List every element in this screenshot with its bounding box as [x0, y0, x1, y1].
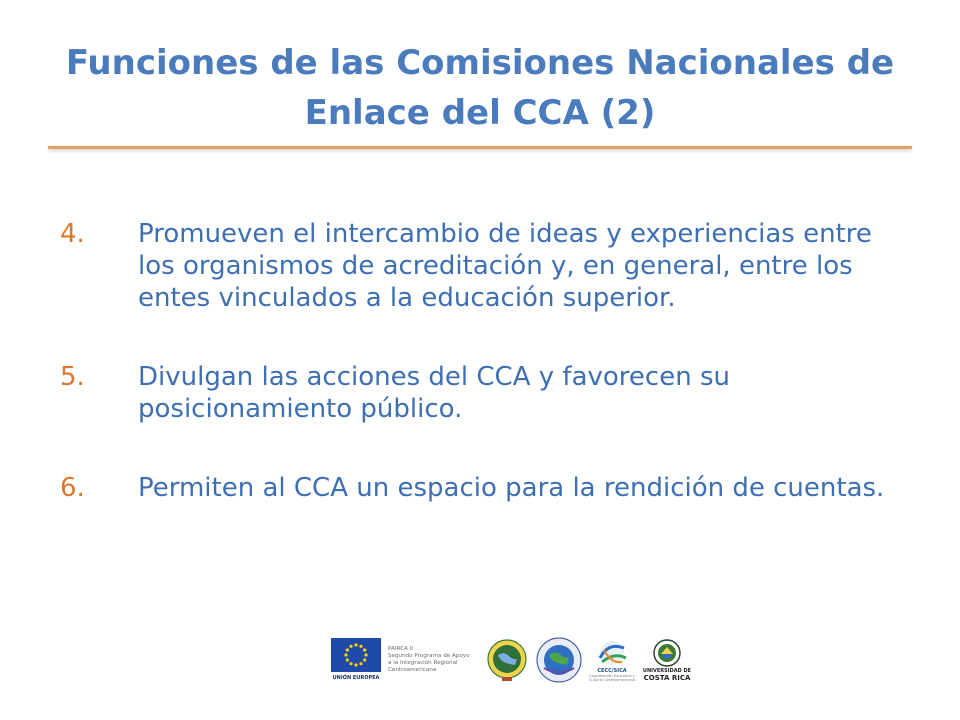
cecc-sica-logo — [588, 638, 636, 682]
title-divider — [48, 146, 912, 149]
pairca-text-logo — [388, 646, 480, 674]
pairca-title: PAIRCA II — [388, 645, 413, 652]
pairca-line: a la Integración Regional — [388, 659, 458, 666]
cecc-emblem-icon — [594, 638, 630, 668]
ucr-shield-icon — [652, 638, 682, 668]
cecc-caption: CECC/SICA — [597, 667, 627, 674]
list-item-number: 4. — [60, 219, 85, 249]
ucr-caption: UNIVERSIDAD DE — [642, 667, 692, 674]
ucr-caption: COSTA RICA — [643, 673, 691, 682]
csuca-globe-logo-icon — [534, 635, 584, 685]
list-item-number: 6. — [60, 473, 85, 503]
list-item-text: Promueven el intercambio de ideas y experiencias entre los organismos de acreditación y, en general, entre los entes vinculados a la educación superior. — [138, 219, 872, 313]
sponsor-logos — [330, 632, 692, 687]
eu-caption: UNIÓN EUROPEA — [332, 675, 380, 681]
list-item-number: 5. — [60, 362, 85, 392]
list-item — [60, 361, 910, 425]
eu-flag-icon — [331, 638, 381, 672]
pairca-line: Centroamericana — [388, 666, 437, 673]
list-item-text: Divulgan las acciones del CCA y favorecen su posicionamiento público. — [138, 362, 730, 424]
eu-logo — [330, 638, 382, 681]
cecc-subcaption: Coordinación Educativa y — [589, 673, 635, 678]
list-item-text: Permiten al CCA un espacio para la rendición de cuentas. — [138, 473, 885, 503]
ucr-logo — [642, 638, 692, 682]
numbered-list — [60, 218, 910, 551]
pairca-line: Segundo Programa de Apoyo — [388, 652, 470, 659]
slide-title: Funciones de las Comisiones Nacionales de Enlace del CCA (2) — [65, 43, 895, 133]
cecc-subcaption: Cultural Centroamericana — [588, 677, 636, 682]
map-seal-logo-icon — [486, 637, 528, 683]
list-item — [60, 218, 910, 314]
list-item — [60, 472, 910, 504]
